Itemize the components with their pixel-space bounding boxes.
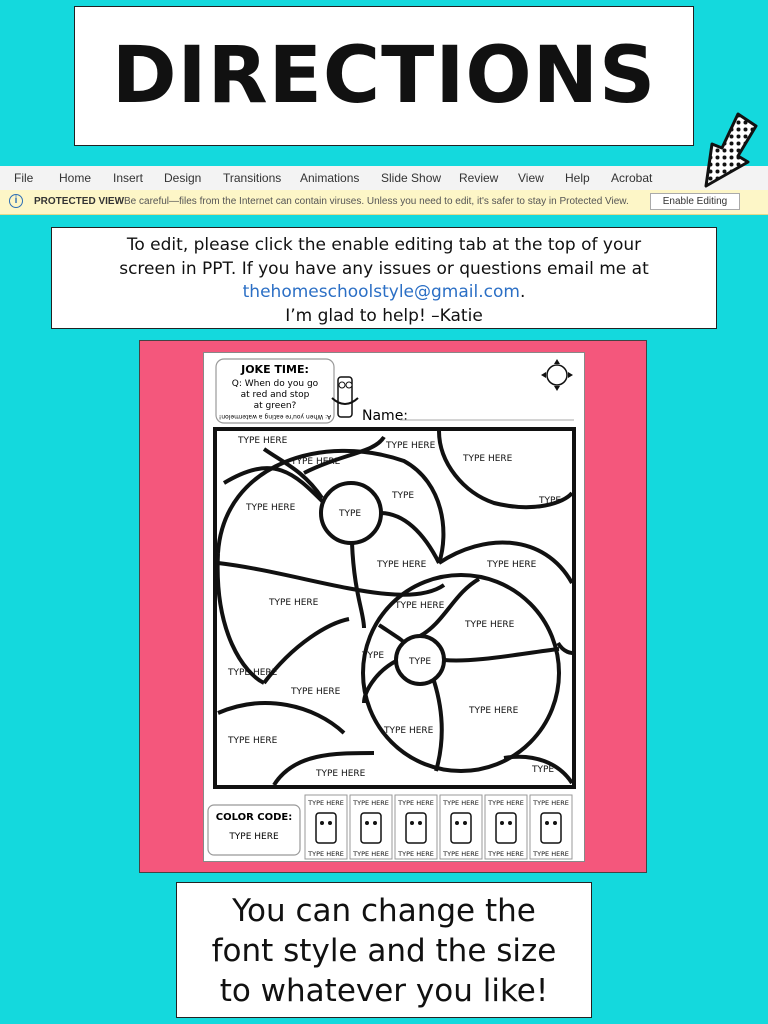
key-label[interactable]: TYPE HERE (308, 799, 344, 807)
instructions-line-4: I’m glad to help! –Katie (285, 305, 483, 326)
region-label[interactable]: TYPE HERE (316, 769, 366, 779)
key-label[interactable]: TYPE HERE (353, 799, 389, 807)
joke-question-2: at red and stop (240, 390, 310, 400)
region-label[interactable]: TYPE HERE (377, 560, 427, 570)
region-label[interactable]: TYPE HERE (269, 598, 319, 608)
menu-insert[interactable]: Insert (113, 171, 144, 185)
page-title: DIRECTIONS (111, 31, 657, 121)
key-label[interactable]: TYPE HERE (533, 850, 569, 858)
region-label[interactable]: TYPE HERE (246, 503, 296, 513)
info-icon: i (9, 194, 23, 208)
font-tip-box (176, 882, 592, 1018)
region-label[interactable]: TYPE HERE (238, 436, 288, 446)
region-label[interactable]: TYPE HERE (291, 687, 341, 697)
key-label[interactable]: TYPE HERE (533, 799, 569, 807)
protected-view-label: PROTECTED VIEW (34, 196, 125, 207)
key-label[interactable]: TYPE HERE (308, 850, 344, 858)
joke-answer: A: When you're eating a watermelon! (218, 413, 332, 420)
key-label[interactable]: TYPE HERE (488, 850, 524, 858)
region-label[interactable]: TYPE HERE (291, 457, 341, 467)
region-label[interactable]: TYPE HERE (465, 620, 515, 630)
region-label[interactable]: TYPE (392, 491, 415, 501)
region-label[interactable]: TYPE HERE (487, 560, 537, 570)
protected-view-message: Be careful—files from the Internet can contain viruses. Unless you need to edit, it's safer to stay in Protected View. (124, 196, 629, 207)
title-banner (74, 6, 694, 146)
name-label: Name: (362, 408, 409, 424)
key-label[interactable]: TYPE HERE (398, 799, 434, 807)
crayon-key (305, 795, 572, 859)
menu-review[interactable]: Review (459, 171, 499, 185)
font-tip-line-3: to whatever you like! (219, 973, 549, 1009)
protected-view-bar (0, 190, 768, 215)
sun-icon (541, 359, 573, 391)
key-label[interactable]: TYPE HERE (353, 850, 389, 858)
region-label[interactable]: TYPE (339, 509, 362, 519)
key-label[interactable]: TYPE HERE (443, 799, 479, 807)
instructions-box: To edit, please click the enable editing tab at the top of your screen in PPT. If you have any issues or questions email me at thehomeschoolstyle@gmail.com. I’m glad to help! –Katie (51, 227, 717, 329)
region-label[interactable]: TYPE (362, 651, 385, 661)
enable-editing-button[interactable]: Enable Editing (650, 193, 740, 210)
crayon-character-icon (332, 377, 358, 417)
region-label[interactable]: TYPE HERE (384, 726, 434, 736)
menu-slide-show[interactable]: Slide Show (381, 171, 442, 185)
joke-title: JOKE TIME: (241, 363, 309, 376)
region-label[interactable]: TYPE HERE (469, 706, 519, 716)
key-label[interactable]: TYPE HERE (443, 850, 479, 858)
menu-help[interactable]: Help (565, 171, 590, 185)
key-label[interactable]: TYPE HERE (488, 799, 524, 807)
region-label[interactable]: TYPE HERE (463, 454, 513, 464)
joke-question-3: at green? (253, 401, 297, 411)
polka-dot-arrow-icon (700, 112, 760, 192)
region-label[interactable]: TYPE (539, 496, 562, 506)
menu-file[interactable]: File (14, 171, 34, 185)
ppt-ribbon-menu (0, 166, 768, 191)
menu-transitions[interactable]: Transitions (223, 171, 282, 185)
region-label[interactable]: TYPE (532, 765, 555, 775)
font-tip-line-1: You can change the (232, 893, 536, 929)
region-label[interactable]: TYPE (409, 657, 432, 667)
worksheet-page (203, 352, 585, 862)
region-label[interactable]: TYPE HERE (395, 601, 445, 611)
key-label[interactable]: TYPE HERE (398, 850, 434, 858)
menu-home[interactable]: Home (59, 171, 92, 185)
joke-question-1: Q: When do you go (231, 379, 319, 389)
menu-animations[interactable]: Animations (300, 171, 360, 185)
region-label[interactable]: TYPE HERE (228, 736, 278, 746)
instructions-line-1: To edit, please click the enable editing tab at the top of your (126, 235, 642, 255)
color-code-title: COLOR CODE: (215, 812, 293, 823)
color-code-label[interactable]: TYPE HERE (229, 832, 279, 842)
region-label[interactable]: TYPE HERE (386, 441, 436, 451)
font-tip-line-2: font style and the size (211, 933, 557, 969)
menu-acrobat[interactable]: Acrobat (611, 171, 653, 185)
region-label[interactable]: TYPE HERE (228, 668, 278, 678)
email-link[interactable]: thehomeschoolstyle@gmail.com (242, 282, 520, 302)
menu-design[interactable]: Design (164, 171, 202, 185)
menu-view[interactable]: View (518, 171, 544, 185)
instructions-line-2: screen in PPT. If you have any issues or questions email me at (119, 258, 649, 279)
